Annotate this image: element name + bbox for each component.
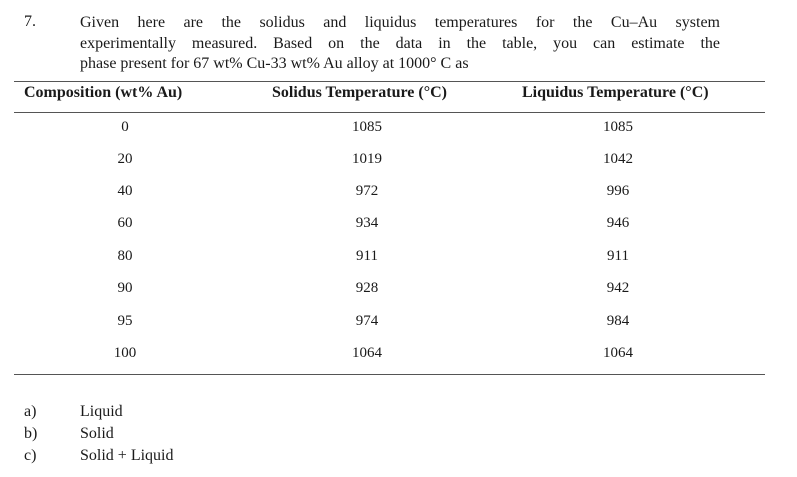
- header-composition: Composition (wt% Au): [24, 84, 183, 101]
- cell-composition: 40: [117, 183, 133, 199]
- table-top-rule: [14, 81, 765, 82]
- cell-composition: 20: [117, 151, 133, 167]
- option-text: Liquid: [80, 403, 123, 420]
- cell-liquidus: 996: [606, 183, 630, 199]
- cell-composition: 60: [117, 215, 133, 231]
- cell-solidus: 934: [355, 215, 379, 231]
- cell-liquidus: 1064: [603, 345, 633, 361]
- cell-solidus: 928: [355, 280, 379, 296]
- cell-composition: 90: [117, 280, 133, 296]
- option-text: Solid: [80, 425, 114, 442]
- option-text: Solid + Liquid: [80, 447, 174, 464]
- cell-solidus: 911: [356, 248, 378, 264]
- question-line-2: experimentally measured. Based on the data in the table, you can estimate the: [80, 34, 720, 52]
- option-letter: a): [24, 403, 37, 420]
- option-letter: b): [24, 425, 38, 442]
- table-bottom-rule: [14, 374, 765, 375]
- question-line-1: Given here are the solidus and liquidus temperatures for the Cu–Au system: [80, 14, 720, 31]
- cell-solidus: 972: [355, 183, 379, 199]
- question-number: 7.: [24, 13, 36, 30]
- cell-composition: 100: [113, 345, 137, 361]
- header-solidus: Solidus Temperature (°C): [272, 84, 448, 101]
- cell-liquidus: 1085: [603, 119, 633, 135]
- question-line-3: phase present for 67 wt% Cu-33 wt% Au alloy at 1000° C as: [80, 55, 469, 72]
- cell-liquidus: 984: [606, 313, 630, 329]
- cell-liquidus: 946: [606, 215, 630, 231]
- cell-liquidus: 911: [607, 248, 629, 264]
- cell-composition: 80: [117, 248, 133, 264]
- cell-solidus: 974: [355, 313, 379, 329]
- option-letter: c): [24, 447, 37, 464]
- cell-liquidus: 1042: [603, 151, 633, 167]
- header-liquidus: Liquidus Temperature (°C): [522, 84, 709, 101]
- cell-solidus: 1019: [352, 151, 382, 167]
- header-bottom-rule: [14, 112, 765, 113]
- cell-solidus: 1085: [352, 119, 382, 135]
- cell-liquidus: 942: [606, 280, 630, 296]
- cell-composition: 95: [117, 313, 133, 329]
- cell-composition: 0: [121, 119, 129, 135]
- question-text: [80, 13, 720, 75]
- cell-solidus: 1064: [352, 345, 382, 361]
